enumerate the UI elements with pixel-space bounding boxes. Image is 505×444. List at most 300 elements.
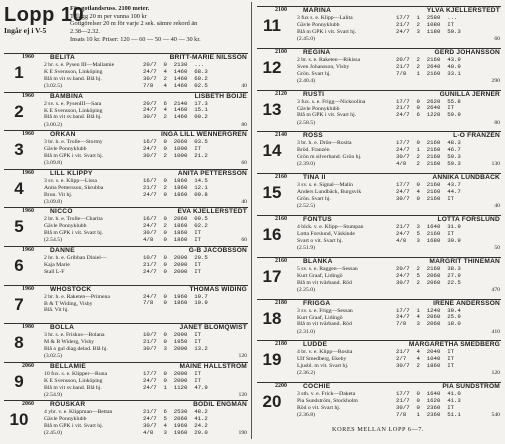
earnings: 120 bbox=[238, 353, 247, 360]
info-line: 3 sv. s. e. Frigg—Sessan bbox=[297, 307, 353, 314]
result-line: 10/7 0 2000 IT bbox=[143, 331, 202, 339]
start-number bbox=[257, 141, 287, 161]
horse-info bbox=[44, 101, 142, 122]
distance-code: 1960 bbox=[22, 54, 34, 60]
distance-code: 1980 bbox=[22, 324, 34, 331]
distance-code: 2100 bbox=[275, 48, 287, 55]
result-line: 24/7 5 2060 27.9 bbox=[396, 271, 461, 279]
info-line: Blå o gul diag.delad. Blå hj. bbox=[44, 346, 108, 352]
driver-name: IRENE ANDERSSON bbox=[433, 299, 500, 307]
results-list bbox=[396, 140, 500, 168]
result-line: 30/7 4 1960 24.2 bbox=[143, 422, 208, 430]
start-number bbox=[257, 183, 287, 203]
distance-code: 2140 bbox=[275, 132, 287, 139]
horse-name: LILL KLIPPY bbox=[50, 169, 93, 177]
results-list bbox=[143, 178, 247, 199]
start-number-value: 16 bbox=[262, 225, 282, 244]
start-number-value: 7 bbox=[14, 294, 24, 314]
result-line: 30/7 2 1860 IT bbox=[396, 362, 455, 370]
result-line: 21/7 2 1860 12.1 bbox=[143, 183, 208, 191]
earnings: 60 bbox=[241, 237, 247, 244]
horse-entry bbox=[253, 299, 503, 338]
horse-name: FRIGGA bbox=[303, 299, 331, 307]
info-line: 10 fux. s. e. Klipper—Runa bbox=[44, 370, 108, 377]
info-line: Anders Lundbäck, Burgsvik bbox=[297, 189, 362, 196]
driver-name: PIA SUNDSTRÖM bbox=[442, 383, 500, 391]
start-number bbox=[4, 410, 34, 430]
horse-info bbox=[44, 371, 142, 392]
earnings: 190 bbox=[238, 430, 247, 437]
driver-name: BRITT-MARIE NILSSON bbox=[169, 54, 247, 61]
results-list bbox=[143, 409, 247, 437]
info-line: Grön m silverband. Grön hj. bbox=[297, 154, 362, 161]
result-line: 20/7 2 2160 43.9 bbox=[396, 55, 461, 63]
result-line: 4/8 3 1960 29.0 bbox=[143, 429, 208, 437]
record-time: (2.25.0) bbox=[297, 286, 316, 293]
horse-name: MARINA bbox=[303, 7, 332, 14]
start-number bbox=[4, 102, 34, 122]
result-line: 24/7 1 1120 47.9 bbox=[143, 383, 208, 391]
results-list bbox=[396, 224, 500, 245]
earnings: 60 bbox=[241, 160, 247, 167]
result-line: 20/7 6 2140 17.3 bbox=[143, 99, 208, 107]
horse-entry bbox=[0, 53, 250, 92]
info-line: 3 fux s. e. Klipp—Lalita bbox=[297, 15, 353, 21]
info-line: Kurt Graaf, Lidingö bbox=[297, 272, 343, 279]
start-number-value: 2 bbox=[14, 101, 24, 121]
horse-info bbox=[44, 255, 142, 276]
horse-name: BLANKA bbox=[303, 257, 333, 265]
earnings: 470 bbox=[491, 286, 500, 293]
driver-name: YLVA KJELLERSTEDT bbox=[426, 7, 500, 14]
result-line: 2/7 4 1040 IT bbox=[396, 355, 455, 363]
start-number bbox=[4, 217, 34, 237]
info-line: Gävle Ponnyklubb bbox=[297, 105, 340, 112]
info-line: Blå m vit tvärband. Röd bbox=[297, 321, 352, 328]
record-time: (2.36.8) bbox=[297, 412, 316, 419]
condition-line: Insats 10 kr. Priser: 120 — 60 — 50 — 40 — 30 kr. bbox=[70, 35, 201, 43]
results-list bbox=[143, 216, 247, 244]
start-number bbox=[4, 140, 34, 160]
record-time: (3.09.8) bbox=[44, 160, 63, 167]
horse-info bbox=[297, 140, 395, 161]
horse-info bbox=[44, 409, 142, 430]
driver-name: L-O FRANZÉN bbox=[453, 132, 500, 140]
driver-name: BODIL ENGMAN bbox=[193, 401, 247, 409]
driver-name: LISBETH BOIJE bbox=[194, 92, 247, 100]
result-line: 30/7 0 1860 IT bbox=[143, 229, 202, 237]
info-line: Grön. Svart hj. bbox=[297, 70, 331, 77]
horse-name: NICCO bbox=[50, 208, 73, 216]
distance-code: 2200 bbox=[275, 383, 287, 390]
horse-name: ROSS bbox=[303, 132, 323, 140]
info-line: Blå m GPK i vit. Svart hj. bbox=[44, 153, 104, 159]
earnings: 540 bbox=[491, 412, 500, 419]
info-line: Blå m vit tvärband. Röd bbox=[297, 279, 352, 286]
distance-code: 2160 bbox=[275, 174, 287, 181]
record-time: (2.40.4) bbox=[297, 77, 316, 84]
results-list bbox=[396, 15, 500, 36]
start-number-value: 15 bbox=[262, 183, 282, 203]
result-line: 30/7 2 2060 22.5 bbox=[396, 278, 461, 286]
start-number bbox=[257, 350, 287, 370]
driver-name: ANNIKA LUNDBÄCK bbox=[432, 174, 500, 182]
distance-code: 2160 bbox=[275, 216, 287, 222]
horse-name: BOLLA bbox=[50, 324, 75, 332]
driver-name: INGA LILL WENNERGREN bbox=[160, 131, 247, 139]
info-line: Kaja Marie bbox=[44, 261, 70, 268]
result-line: 7/8 1 2360 51.1 bbox=[396, 410, 461, 418]
record-time: (2.58.5) bbox=[297, 119, 316, 126]
horse-info bbox=[297, 349, 395, 370]
results-list bbox=[396, 349, 500, 370]
start-number-value: 20 bbox=[262, 392, 282, 412]
race-subtitle: Ingår ej i V-5 bbox=[4, 26, 47, 35]
horse-entry bbox=[253, 173, 503, 212]
driver-name: MARGARETHA SMEDBERG bbox=[408, 341, 500, 349]
start-number-value: 14 bbox=[262, 141, 282, 161]
results-list bbox=[396, 391, 500, 419]
earnings: 40 bbox=[494, 203, 500, 210]
driver-name: LOTTA FORSLUND bbox=[437, 216, 500, 223]
distance-code: 2120 bbox=[275, 90, 287, 97]
info-line: Gävle Ponnyklubb bbox=[44, 223, 87, 230]
start-number-value: 18 bbox=[262, 308, 282, 328]
info-line: 3 br. h. e. Drön—Rosita bbox=[297, 140, 352, 147]
record-time: (2.45.0) bbox=[44, 430, 63, 437]
results-list bbox=[143, 255, 247, 276]
condition-line: 2.38—2.32. bbox=[70, 28, 100, 36]
record-time: (3.09.8) bbox=[44, 198, 63, 205]
result-line: 17/7 0 2000 IT bbox=[143, 369, 202, 377]
horse-name: BELITA bbox=[50, 54, 76, 61]
earnings: 120 bbox=[238, 391, 247, 398]
earnings: 50 bbox=[494, 245, 500, 251]
horse-entry bbox=[0, 207, 250, 246]
horse-name: BELLAMIE bbox=[50, 362, 87, 370]
distance-code: 2160 bbox=[275, 257, 287, 264]
record-time: (3.02.5) bbox=[44, 353, 63, 360]
info-line: Blå m GPK i vit. Svart hj. bbox=[44, 230, 104, 237]
results-list bbox=[143, 101, 247, 122]
horse-info bbox=[44, 139, 142, 160]
results-list bbox=[143, 332, 247, 353]
results-list bbox=[396, 266, 500, 287]
earnings: 40 bbox=[241, 198, 247, 205]
race-header bbox=[4, 4, 250, 50]
start-number-value: 4 bbox=[14, 178, 24, 198]
info-line: Ljusbl. m vit. Svart hj. bbox=[297, 363, 349, 370]
horse-entry bbox=[253, 90, 503, 129]
result-line: 30/7 2 1460 00.2 bbox=[143, 113, 208, 121]
distance-code: 1960 bbox=[22, 285, 34, 292]
result-line: 10/7 0 2000 20.5 bbox=[143, 254, 208, 261]
result-line: 30/7 3 2000 13.2 bbox=[143, 344, 208, 352]
start-number bbox=[257, 267, 287, 287]
start-number-value: 11 bbox=[263, 16, 281, 35]
results-list bbox=[396, 99, 500, 120]
result-line: 20/7 0 2130 ... bbox=[143, 61, 205, 68]
horse-entry bbox=[0, 130, 250, 169]
record-time: (3.00.2) bbox=[44, 121, 63, 128]
horse-info bbox=[297, 266, 395, 287]
record-time: (2.54.9) bbox=[44, 391, 63, 398]
horse-entry bbox=[253, 131, 503, 170]
result-line: 24/7 0 1860 09.8 bbox=[143, 190, 208, 198]
horse-info bbox=[297, 57, 395, 78]
horse-name: WHOSTOCK bbox=[50, 285, 92, 293]
start-number bbox=[257, 16, 287, 36]
result-line: 24/7 5 2160 IT bbox=[396, 229, 455, 237]
result-line: 21/7 0 1620 41.3 bbox=[396, 397, 461, 405]
info-line: Lotta Forslund, Väskinde bbox=[297, 230, 355, 237]
info-line: Gävle Ponnyklubb bbox=[297, 21, 340, 28]
earnings: 80 bbox=[241, 121, 247, 128]
horse-info bbox=[44, 332, 142, 353]
horse-name: FONTUS bbox=[303, 216, 332, 223]
horse-name: REGINA bbox=[303, 48, 331, 56]
start-number bbox=[257, 100, 287, 120]
info-line: 2 br. h. e. Raketen—Primena bbox=[44, 293, 110, 300]
result-line: 24/7 2 1860 02.2 bbox=[143, 222, 208, 230]
result-line: 24/7 0 1960 19.7 bbox=[143, 292, 208, 300]
start-number-value: 5 bbox=[14, 217, 24, 237]
info-line: 3 sth. v. e. Frick—Daketa bbox=[297, 391, 356, 398]
result-line: 16/7 0 2060 03.5 bbox=[143, 138, 208, 146]
start-number-value: 17 bbox=[262, 266, 282, 286]
record-time: (2.45.0) bbox=[297, 36, 316, 42]
start-number bbox=[257, 392, 287, 412]
result-line: 24/7 0 2000 IT bbox=[143, 376, 202, 384]
info-line: Grön. Svart hj. bbox=[297, 196, 331, 202]
result-line: 7/8 3 2060 18.0 bbox=[396, 320, 461, 328]
info-line: 3 fux. s. e. Frigg—Nickoolina bbox=[297, 98, 366, 105]
result-line: 4/8 2 2160 50.3 bbox=[396, 160, 461, 168]
info-line: Gävle Ponnyklubb bbox=[44, 416, 87, 423]
horse-entry bbox=[0, 400, 250, 439]
start-number bbox=[4, 63, 34, 83]
result-line: 7/8 1 2160 33.1 bbox=[396, 69, 461, 77]
result-line: 16/7 0 2060 09.5 bbox=[143, 215, 208, 223]
result-line: 30/7 2 2160 50.3 bbox=[396, 153, 461, 161]
race-title: Lopp 10 bbox=[4, 4, 85, 26]
info-line: Gävle Ponnyklubb bbox=[44, 146, 87, 153]
horse-entry bbox=[253, 382, 503, 421]
start-number bbox=[4, 256, 34, 276]
driver-name: GERD JOHANSSON bbox=[434, 48, 500, 56]
result-line: 30/7 2 1000 21.2 bbox=[143, 151, 208, 159]
condition-line: Gottgörelser 20 m för varje 2 sek. sämre rekord än bbox=[70, 20, 198, 28]
start-number-value: 9 bbox=[14, 371, 24, 391]
result-line: 21/7 2 2640 40.9 bbox=[396, 62, 461, 70]
distance-code: 1960 bbox=[22, 169, 34, 176]
earnings: 120 bbox=[491, 370, 500, 377]
info-line: Kurt Graaf, Lidingö bbox=[297, 314, 343, 321]
info-line: 4 ybr. v. e. Klippman—Bettan bbox=[44, 409, 113, 416]
info-line: 4 br. v. e. Klipp—Rosita bbox=[297, 349, 353, 356]
results-list bbox=[143, 139, 247, 160]
result-line: 30/7 2 1460 60.2 bbox=[143, 74, 208, 82]
info-line: Svart o vit. Svart hj. bbox=[297, 237, 343, 244]
horse-name: TINA II bbox=[303, 174, 326, 182]
earnings: 60 bbox=[494, 36, 500, 42]
result-line: 24/7 3 1180 50.3 bbox=[396, 27, 461, 35]
info-line: Blå m vit sv.band. Blå hj. bbox=[44, 114, 102, 121]
horse-name: COCHIE bbox=[303, 383, 331, 391]
info-line: 2 br. h. e. Trolle—Charita bbox=[44, 216, 103, 223]
result-line: 21/7 4 2040 IT bbox=[396, 348, 455, 356]
horse-entry bbox=[253, 215, 503, 254]
info-line: 2 sv. s. e. PysenIII—Sara bbox=[44, 100, 102, 107]
start-number-value: 6 bbox=[14, 256, 24, 275]
info-line: 2 br. s. e. Pysen III—Mallamie bbox=[44, 62, 115, 68]
distance-code: 1960 bbox=[22, 208, 34, 215]
info-line: Röd o vit. Svart hj. bbox=[297, 405, 341, 411]
horse-name: LUDDE bbox=[303, 341, 328, 349]
start-number-value: 1 bbox=[14, 63, 24, 82]
info-line: K E Svensson, Linköping bbox=[44, 68, 103, 75]
distance-code: 2180 bbox=[275, 341, 287, 348]
result-line: 20/7 2 2160 38.3 bbox=[396, 264, 461, 272]
driver-name: THOMAS WIDING bbox=[189, 285, 247, 293]
info-line: 2 br. s. e. Raketen—Rikissa bbox=[297, 56, 361, 63]
earnings: 130 bbox=[491, 161, 500, 168]
driver-name: MAINE HALLSTRÖM bbox=[179, 362, 247, 370]
race-conditions bbox=[70, 5, 201, 44]
result-line: 7/8 0 1860 10.9 bbox=[143, 299, 208, 307]
info-line: 2 br. h. e. Gribban Diniel— bbox=[44, 255, 107, 261]
horse-info bbox=[297, 224, 395, 245]
result-line: 24/7 4 1460 68.3 bbox=[143, 67, 208, 75]
info-line: Brun. Vit hj. bbox=[44, 191, 73, 198]
info-line: 5 sv. s. e. Raggen—Sessan bbox=[297, 265, 358, 272]
horse-info bbox=[44, 216, 142, 237]
result-line: 21/7 3 1640 31.9 bbox=[396, 223, 461, 230]
horse-entry bbox=[253, 48, 503, 87]
horse-info bbox=[297, 15, 395, 36]
driver-name: G-B JACOBSSON bbox=[188, 247, 247, 254]
result-line: 16/7 0 1860 14.5 bbox=[143, 176, 208, 184]
record-time: (3.02.5) bbox=[44, 83, 63, 89]
condition-line: För gotlandsruss. 2100 meter. bbox=[70, 5, 150, 12]
info-line: Bröd. Franzén bbox=[297, 147, 330, 154]
horse-info bbox=[44, 62, 142, 83]
start-number-value: 12 bbox=[262, 57, 282, 77]
result-line: 17/7 1 2580 ... bbox=[396, 14, 458, 21]
info-line: Sven Johansson, Visby bbox=[297, 63, 350, 70]
horse-info bbox=[297, 308, 395, 329]
result-line: 17/7 0 1640 41.0 bbox=[396, 390, 461, 398]
info-line: Blå m GPK i vit. Svart hj. bbox=[297, 28, 357, 35]
horse-name: RUSTI bbox=[303, 90, 325, 98]
record-time: (2.52.5) bbox=[297, 203, 316, 210]
start-number bbox=[4, 372, 34, 392]
info-line: Blå m GPK i vit. Svart hj. bbox=[297, 112, 357, 119]
driver-name: ANITA PETTERSSON bbox=[177, 169, 247, 177]
result-line: 30/7 0 2360 IT bbox=[396, 403, 455, 411]
result-line: 24/7 5 2060 41.2 bbox=[143, 415, 208, 423]
result-line: 17/7 0 2160 48.3 bbox=[396, 139, 461, 147]
earnings: 40 bbox=[241, 83, 247, 89]
result-line: 24/7 0 1000 IT bbox=[143, 145, 202, 153]
start-number-value: 13 bbox=[262, 99, 282, 119]
driver-name: GUNILLA JERNER bbox=[439, 90, 500, 98]
horse-entry bbox=[0, 92, 250, 131]
result-line: 24/7 6 1220 59.9 bbox=[396, 111, 461, 119]
start-number-value: 8 bbox=[14, 333, 24, 353]
distance-code: 2060 bbox=[22, 401, 34, 408]
info-line: K E Svensson, Linköping bbox=[44, 107, 103, 114]
info-line: Blå m GPK i vit. Svart hj. bbox=[44, 423, 104, 430]
horse-info bbox=[44, 294, 142, 315]
distance-code: 2100 bbox=[275, 7, 287, 13]
start-number-value: 19 bbox=[262, 350, 282, 370]
horse-entry bbox=[0, 246, 250, 285]
info-line: Blå m vit sv.band. Blå hj. bbox=[44, 384, 102, 391]
info-line: Pia Sundström, Stockholm bbox=[297, 398, 358, 405]
result-line: 21/7 0 2640 IT bbox=[396, 104, 455, 112]
start-number bbox=[4, 179, 34, 199]
driver-name: EVA KJELLERSTEDT bbox=[177, 208, 247, 216]
horse-entry bbox=[0, 285, 250, 324]
result-line: 4/8 0 1860 IT bbox=[143, 236, 202, 244]
info-line: B & T Widing, Visby bbox=[44, 300, 93, 307]
horse-name: BAMBINA bbox=[50, 92, 84, 100]
info-line: 3 br. h. e. Trolle—Stormy bbox=[44, 139, 103, 146]
earnings: 410 bbox=[491, 328, 500, 335]
distance-code: 1960 bbox=[22, 92, 34, 99]
horse-entry bbox=[0, 362, 250, 401]
result-line: 24/7 0 2000 IT bbox=[143, 267, 202, 275]
horse-info bbox=[44, 178, 142, 199]
results-list bbox=[143, 371, 247, 392]
driver-name: JANET BLOMQWIST bbox=[179, 324, 247, 332]
driver-name: MARGRIT THINEMAN bbox=[429, 257, 500, 265]
record-time: (2.36.2) bbox=[297, 370, 316, 377]
result-line: 4/8 3 1680 39.9 bbox=[396, 236, 461, 244]
earnings: 80 bbox=[494, 119, 500, 126]
horse-name: ROUSKAR bbox=[50, 401, 86, 409]
results-list bbox=[143, 294, 247, 308]
start-number bbox=[257, 58, 287, 78]
horse-entry bbox=[253, 257, 503, 296]
results-list bbox=[143, 62, 247, 90]
horse-info bbox=[297, 391, 395, 412]
result-line: 17/7 0 2620 55.8 bbox=[396, 97, 461, 105]
horse-name: DANNE bbox=[50, 247, 75, 254]
result-line: 21/7 0 1950 IT bbox=[143, 338, 202, 346]
horse-entry bbox=[253, 6, 503, 45]
result-line: 21/7 6 2530 48.2 bbox=[143, 408, 208, 416]
horse-entry bbox=[253, 340, 503, 379]
info-line: Anita Pettersson, Skrubba bbox=[44, 184, 104, 191]
distance-code: 1960 bbox=[22, 247, 34, 253]
record-time: (2.31.0) bbox=[297, 328, 316, 335]
info-line: 4 blck. v. e. Klipp—Stumpan bbox=[297, 224, 364, 230]
record-time: (2.39.0) bbox=[297, 161, 316, 168]
distance-code: 2180 bbox=[275, 299, 287, 306]
distance-code: 1960 bbox=[22, 131, 34, 138]
start-number bbox=[257, 309, 287, 329]
record-time: (2.54.5) bbox=[44, 237, 63, 244]
horse-info bbox=[297, 99, 395, 120]
result-line: 30/7 0 2160 IT bbox=[396, 194, 455, 202]
footer-note: KORES MELLAN LOPP 6—7. bbox=[332, 426, 424, 433]
info-line: Stall L-F bbox=[44, 268, 65, 275]
condition-line: Tillägg 20 m per vunna 100 kr bbox=[70, 12, 147, 20]
horse-info bbox=[297, 182, 395, 203]
earnings: 290 bbox=[491, 77, 500, 84]
